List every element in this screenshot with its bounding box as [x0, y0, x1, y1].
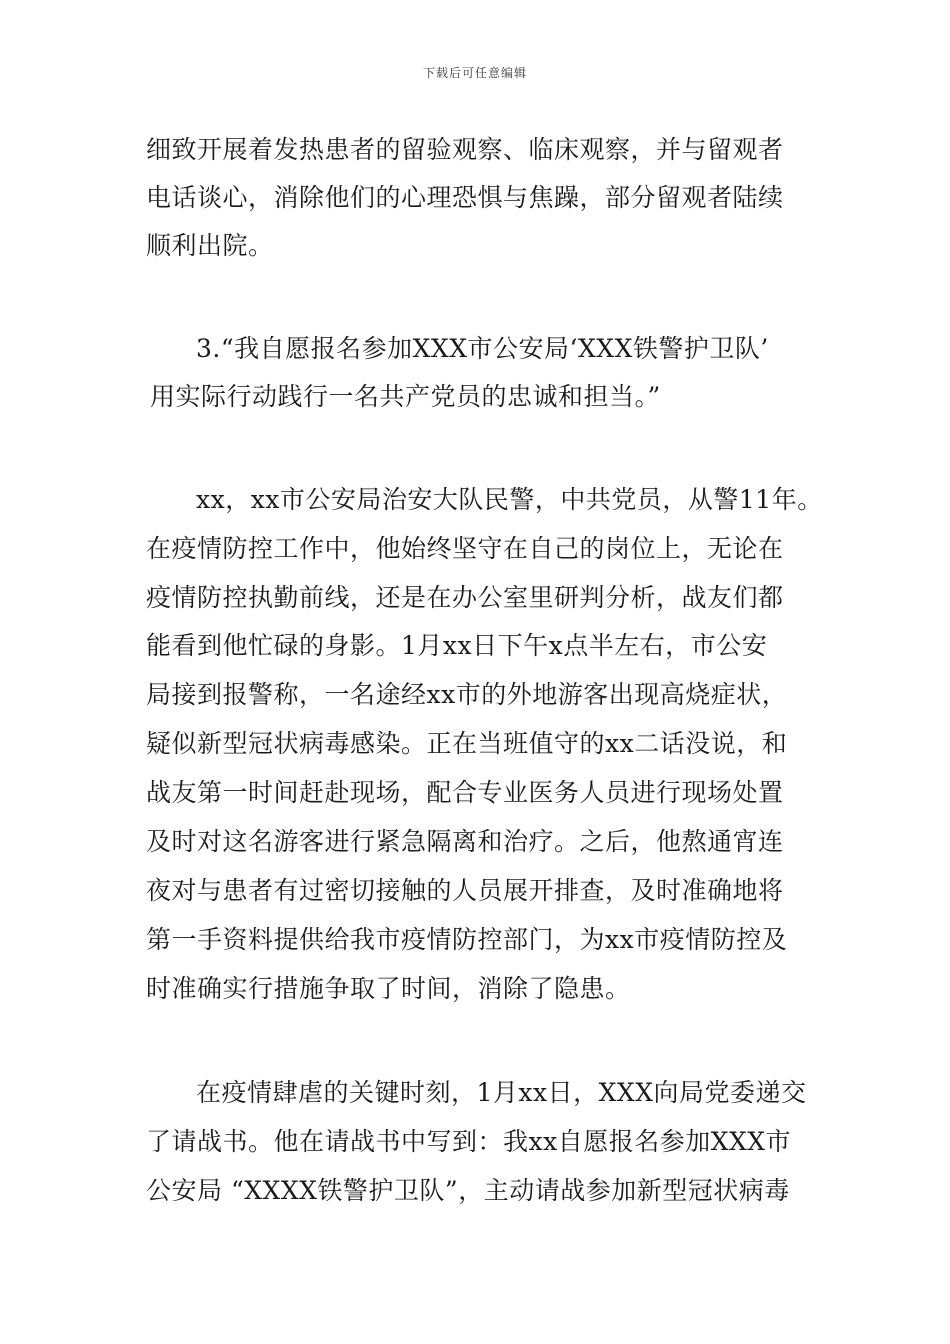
paragraph-4-line-1: 在疫情肆虐的关键时刻，1月xx日，XXX向局党委递交	[196, 1078, 807, 1107]
paragraph-1-line-1: 细致开展着发热患者的留验观察、临床观察，并与留观者	[146, 135, 784, 164]
paragraph-3-line-3: 疫情防控执勤前线，还是在办公室里研判分析，战友们都	[146, 583, 784, 612]
paragraph-3-line-10: 第一手资料提供给我市疫情防控部门，为xx市疫情防控及	[146, 925, 788, 954]
section-heading-line-2: 用实际行动践行一名共产党员的忠诚和担当。”	[150, 382, 661, 411]
paragraph-3-line-11: 时准确实行措施争取了时间，消除了隐患。	[146, 974, 631, 1003]
paragraph-3-line-6: 疑似新型冠状病毒感染。正在当班值守的xx二话没说，和	[146, 729, 788, 758]
paragraph-1-line-2: 电话谈心，消除他们的心理恐惧与焦躁，部分留观者陆续	[146, 183, 784, 212]
paragraph-3-line-9: 夜对与患者有过密切接触的人员展开排查，及时准确地将	[146, 876, 784, 905]
paragraph-1-line-3: 顺利出院。	[146, 231, 274, 260]
paragraph-3-line-4: 能看到他忙碌的身影。1月xx日下午x点半左右，市公安	[146, 631, 768, 660]
section-heading-line-1: 3.“我自愿报名参加XXX市公安局‘XXX铁警护卫队’	[196, 334, 769, 363]
paragraph-4-line-3: 公安局 “XXXX铁警护卫队”，主动请战参加新型冠状病毒	[146, 1176, 790, 1205]
paragraph-3-line-5: 局接到报警称，一名途经xx市的外地游客出现高烧症状，	[146, 680, 788, 709]
paragraph-3-line-7: 战友第一时间赶赴现场，配合专业医务人员进行现场处置	[146, 778, 784, 807]
paragraph-4-line-2: 了请战书。他在请战书中写到：我xx自愿报名参加XXX市	[146, 1127, 792, 1156]
paragraph-3-line-2: 在疫情防控工作中，他始终坚守在自己的岗位上，无论在	[146, 534, 784, 563]
paragraph-3-line-1: xx，xx市公安局治安大队民警，中共党员，从警11年。	[196, 485, 823, 514]
page-header: 下载后可任意编辑	[422, 66, 527, 80]
paragraph-3-line-8: 及时对这名游客进行紧急隔离和治疗。之后，他熬通宵连	[146, 827, 784, 856]
